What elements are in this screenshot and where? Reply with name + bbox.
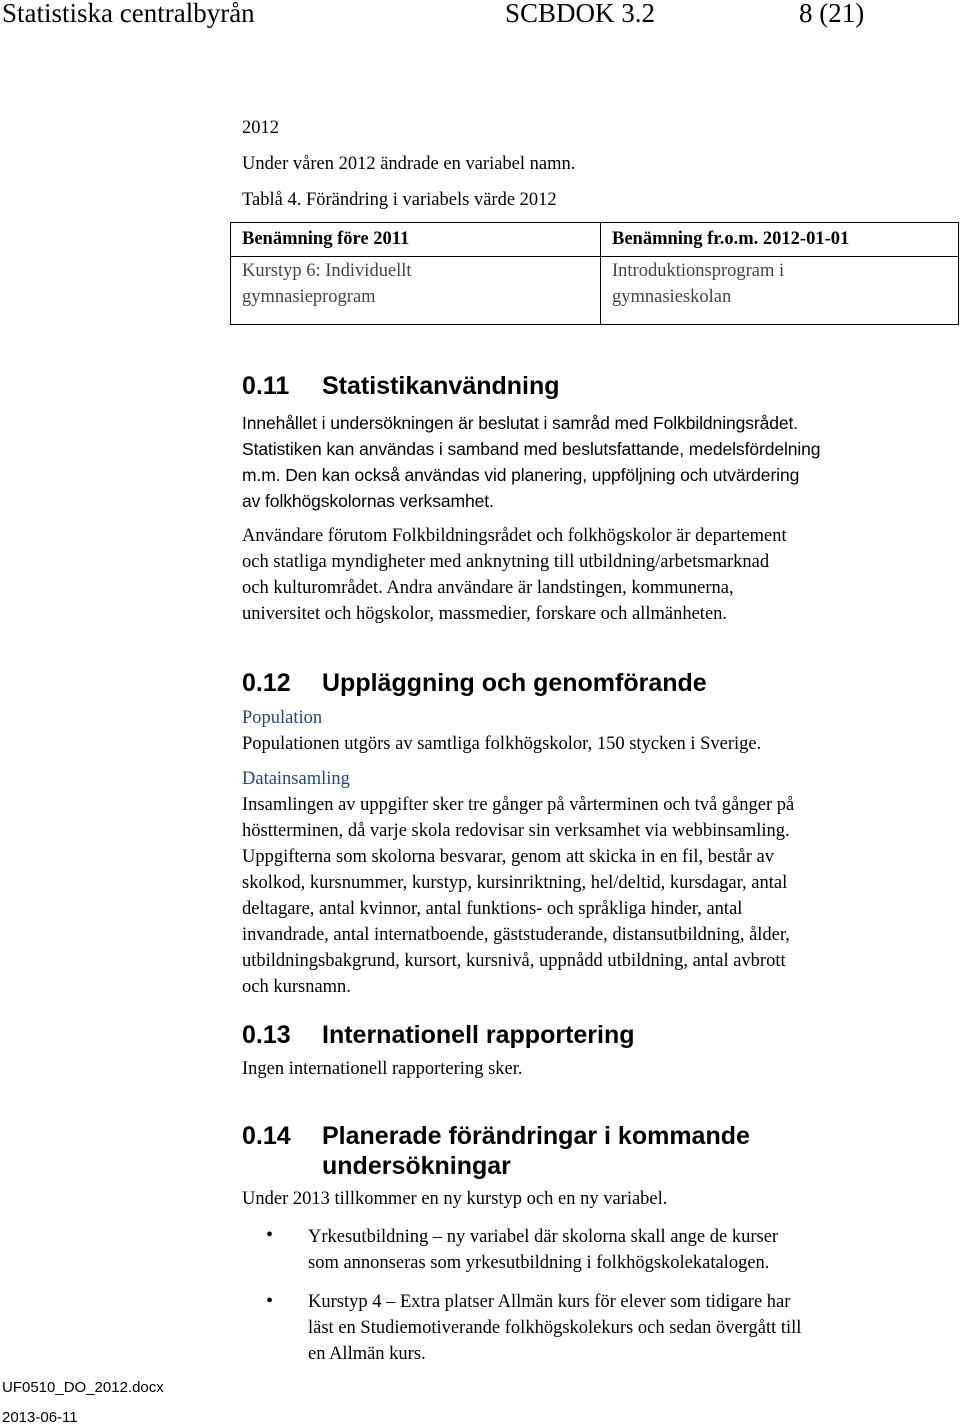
bullet-line: Yrkesutbildning – ny variabel där skolorna skall ange de kurser [308, 1227, 779, 1247]
footer-filename: UF0510_DO_2012.docx [2, 1379, 164, 1396]
paragraph-line: Innehållet i undersökningen är beslutat i samråd med Folkbildningsrådet. [242, 413, 799, 433]
subheading-population: Population [242, 708, 323, 728]
paragraph-line: invandrade, antal internatboende, gäststuderande, distansutbildning, ålder, [242, 925, 790, 945]
section-title: Statistikanvändning [322, 372, 560, 400]
cell-before-line: gymnasieprogram [242, 287, 376, 307]
cell-after [601, 257, 958, 310]
page-number: 8 (21) [799, 0, 865, 28]
table-header-row [231, 223, 959, 257]
section-number: 0.14 [242, 1122, 291, 1150]
paragraph-line: och kulturområdet. Andra användare är landstingen, kommunerna, [242, 578, 734, 598]
section-heading-0-11 [242, 371, 560, 401]
section-title: Uppläggning och genomförande [322, 669, 707, 697]
table-caption: Tablå 4. Förändring i variabels värde 2012 [242, 190, 557, 210]
bullet-line: som annonseras som yrkesutbildning i folkhögskolekatalogen. [308, 1253, 770, 1273]
paragraph-line: Insamlingen av uppgifter sker tre gånger på vårterminen och två gånger på [242, 795, 795, 815]
paragraph-line: universitet och högskolor, massmedier, forskare och allmänheten. [242, 604, 728, 624]
paragraph-line: höstterminen, då varje skola redovisar sin verksamhet via webbinsamling. [242, 821, 790, 841]
section-title: Planerade förändringar i kommande [322, 1122, 750, 1150]
year-heading: 2012 [242, 118, 279, 138]
paragraph-line: och statliga myndigheter med anknytning till utbildning/arbetsmarknad [242, 552, 770, 572]
bullet-line: en Allmän kurs. [308, 1344, 426, 1364]
paragraph-line: Under 2013 tillkommer en ny kurstyp och en ny variabel. [242, 1189, 668, 1209]
bullet-line: Kurstyp 4 – Extra platser Allmän kurs för elever som tidigare har [308, 1292, 791, 1312]
paragraph-line: Populationen utgörs av samtliga folkhögskolor, 150 stycken i Sverige. [242, 734, 762, 754]
paragraph-line: av folkhögskolornas verksamhet. [242, 491, 494, 511]
bullet-icon: • [266, 1290, 274, 1312]
section-heading-0-12 [242, 668, 707, 698]
paragraph-line: Ingen internationell rapportering sker. [242, 1059, 523, 1079]
footer-date: 2013-06-11 [2, 1409, 78, 1426]
change-table [230, 222, 959, 325]
subheading-datainsamling: Datainsamling [242, 769, 350, 789]
section-heading-0-14 [242, 1121, 750, 1151]
table-row [231, 257, 959, 325]
paragraph-line: Användare förutom Folkbildningsrådet och folkhögskolor är departement [242, 526, 787, 546]
cell-before [231, 257, 600, 310]
section-number: 0.13 [242, 1021, 291, 1049]
col-after-header: Benämning fr.o.m. 2012-01-01 [612, 229, 850, 249]
section-title: Internationell rapportering [322, 1021, 635, 1049]
cell-after-line: Introduktionsprogram i [612, 261, 785, 281]
paragraph-line: Statistiken kan användas i samband med beslutsfattande, medelsfördelning [242, 439, 821, 459]
cell-after-line: gymnasieskolan [612, 287, 732, 307]
paragraph-line: deltagare, antal kvinnor, antal funktions- och språkliga hinder, antal [242, 899, 743, 919]
bullet-icon: • [266, 1224, 274, 1246]
year-text: Under våren 2012 ändrade en variabel namn. [242, 154, 576, 174]
section-heading-0-13 [242, 1020, 635, 1050]
col-before-header: Benämning före 2011 [242, 229, 410, 249]
section-number: 0.12 [242, 669, 291, 697]
section-number: 0.11 [242, 372, 290, 400]
paragraph-line: skolkod, kursnummer, kurstyp, kursinriktning, hel/deltid, kursdagar, antal [242, 873, 788, 893]
paragraph-line: och kursnamn. [242, 977, 351, 997]
org-name: Statistiska centralbyrån [2, 0, 255, 28]
cell-before-line: Kurstyp 6: Individuellt [242, 261, 412, 281]
section-title-continued: undersökningar [322, 1152, 511, 1180]
doc-code: SCBDOK 3.2 [505, 0, 656, 28]
paragraph-line: m.m. Den kan också användas vid planering, uppföljning och utvärdering [242, 465, 800, 485]
bullet-line: läst en Studiemotiverande folkhögskolekurs och sedan övergått till [308, 1318, 802, 1338]
paragraph-line: utbildningsbakgrund, kursort, kursnivå, uppnådd utbildning, antal avbrott [242, 951, 786, 971]
paragraph-line: Uppgifterna som skolorna besvarar, genom att skicka in en fil, består av [242, 847, 775, 867]
